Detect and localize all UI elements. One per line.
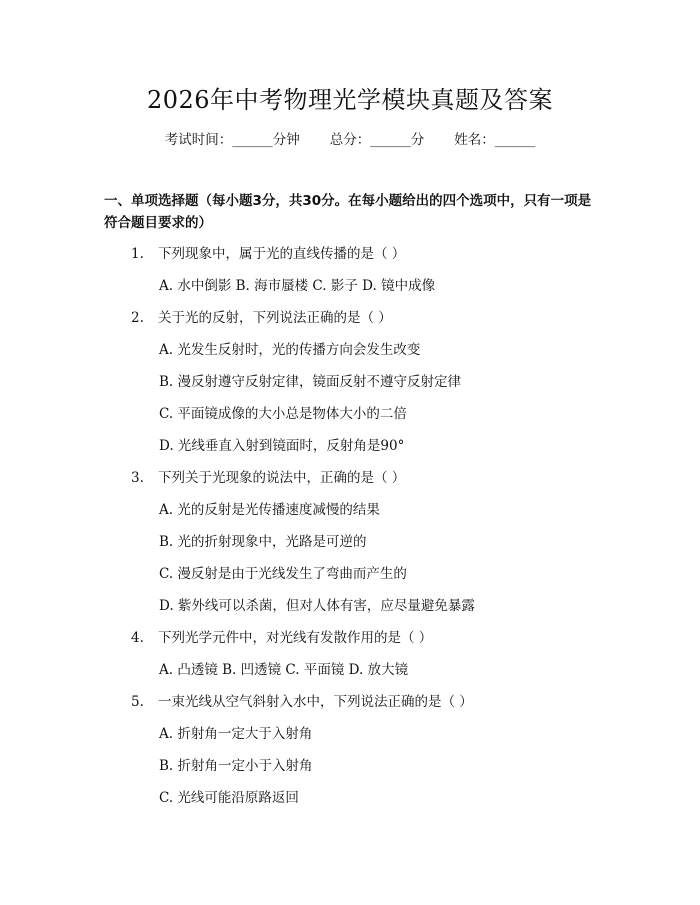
question-number: 3.	[131, 470, 144, 486]
option-c: C. 平面镜成像的大小总是物体大小的二倍	[159, 406, 407, 422]
section-heading: 一、单项选择题（每小题3分，共30分。在每小题给出的四个选项中，只有一项是符合题目要求的）	[104, 193, 592, 231]
option-b: B. 光的折射现象中，光路是可逆的	[159, 534, 367, 550]
question-number: 5.	[131, 694, 144, 710]
option-a: A. 折射角一定大于入射角	[159, 726, 313, 742]
option-a: A. 光的反射是光传播速度减慢的结果	[159, 502, 380, 518]
question-number: 4.	[131, 630, 144, 646]
question-5	[131, 692, 473, 712]
option-c: C. 光线可能沿原路返回	[159, 790, 299, 806]
page-title: 2026年中考物理光学模块真题及答案	[146, 86, 554, 114]
exam-time-field: 考试时间：______分钟	[164, 132, 300, 148]
question-text: 下列光学元件中，对光线有发散作用的是（ ）	[158, 630, 433, 646]
question-text: 下列现象中，属于光的直线传播的是（ ）	[158, 246, 406, 262]
question-number: 2.	[131, 310, 144, 326]
question-4-options: A. 凸透镜 B. 凹透镜 C. 平面镜 D. 放大镜	[159, 662, 409, 678]
question-4	[131, 628, 432, 648]
option-d: D. 紫外线可以杀菌，但对人体有害，应尽量避免暴露	[159, 598, 475, 614]
option-c: C. 漫反射是由于光线发生了弯曲而产生的	[159, 566, 407, 582]
exam-info-line	[0, 130, 700, 150]
total-score-field: 总分：______分	[329, 132, 425, 148]
question-text: 关于光的反射，下列说法正确的是（ ）	[158, 310, 392, 326]
question-1-options: A. 水中倒影 B. 海市蜃楼 C. 影子 D. 镜中成像	[159, 278, 436, 294]
question-text: 下列关于光现象的说法中，正确的是（ ）	[158, 470, 406, 486]
question-text: 一束光线从空气斜射入水中，下列说法正确的是（ ）	[158, 694, 473, 710]
question-2	[131, 308, 392, 328]
student-name-field: 姓名：______	[454, 132, 536, 148]
question-1	[131, 244, 405, 264]
option-b: B. 漫反射遵守反射定律，镜面反射不遵守反射定律	[159, 374, 462, 390]
option-a: A. 光发生反射时，光的传播方向会发生改变	[159, 342, 421, 358]
question-number: 1.	[131, 246, 144, 262]
option-d: D. 光线垂直入射到镜面时，反射角是90°	[159, 438, 405, 454]
option-b: B. 折射角一定小于入射角	[159, 758, 313, 774]
question-3	[131, 468, 405, 488]
